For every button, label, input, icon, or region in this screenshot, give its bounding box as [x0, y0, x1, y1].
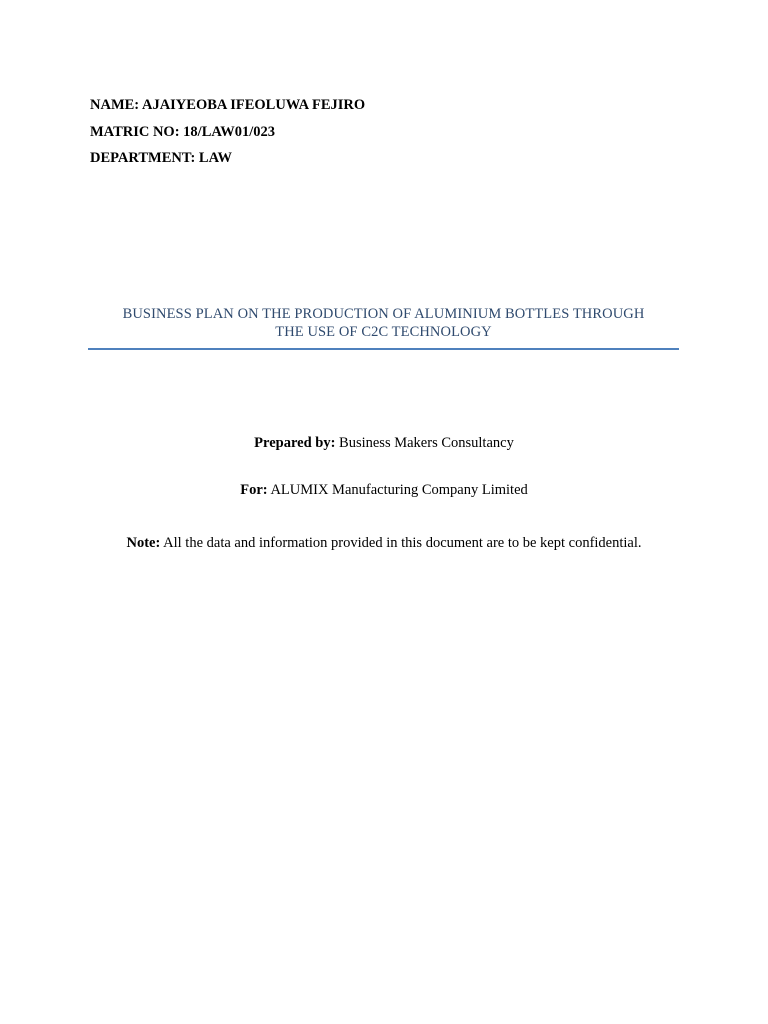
- prepared-by-value: Business Makers Consultancy: [339, 435, 514, 451]
- prepared-by-label: Prepared by:: [254, 435, 336, 451]
- document-title: [88, 305, 679, 348]
- matric-number-label: MATRIC NO:: [90, 123, 180, 140]
- note-text: All the data and information provided in this document are to be kept confidential.: [163, 535, 642, 551]
- student-name-value: AJAIYEOBA IFEOLUWA FEJIRO: [141, 97, 366, 113]
- prepared-for-label: For:: [240, 482, 268, 498]
- department-label: DEPARTMENT:: [90, 150, 196, 166]
- prepared-for-line: [0, 482, 768, 499]
- document-title-block: [88, 305, 679, 350]
- document-title-line-1: BUSINESS PLAN ON THE PRODUCTION OF ALUMINIUM BOTTLES THROUGH: [122, 306, 645, 322]
- matric-number-line: [90, 119, 365, 146]
- department-line: [90, 145, 365, 172]
- prepared-by-line: [0, 435, 768, 452]
- document-title-line-2: THE USE OF C2C TECHNOLOGY: [275, 324, 492, 340]
- note-label: Note:: [126, 535, 161, 551]
- confidentiality-note: [0, 535, 768, 552]
- student-name-line: [90, 92, 365, 119]
- student-info: [90, 92, 365, 172]
- matric-number-value: 18/LAW01/023: [183, 123, 276, 140]
- title-underline-rule: [88, 348, 679, 350]
- student-name-label: NAME:: [90, 97, 140, 113]
- department-value: LAW: [198, 150, 232, 166]
- prepared-for-value: ALUMIX Manufacturing Company Limited: [270, 482, 528, 498]
